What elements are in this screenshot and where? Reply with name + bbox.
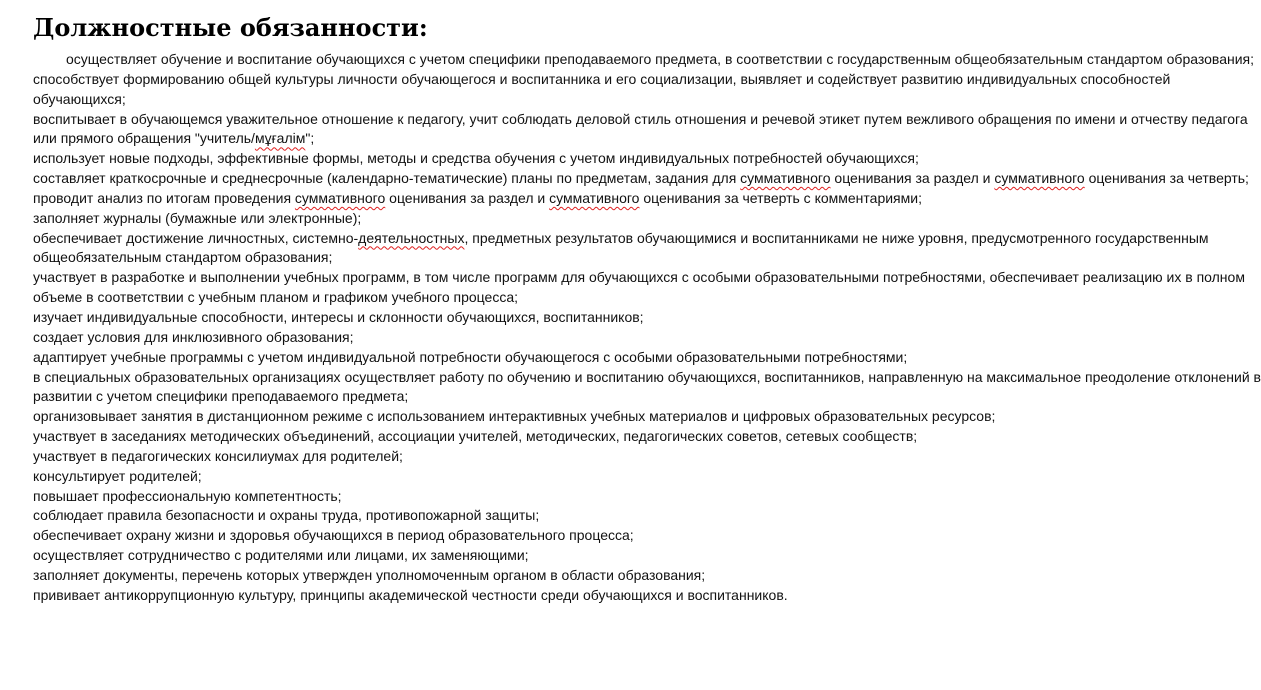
duty-item — [33, 70, 1261, 110]
duty-item — [33, 50, 1261, 70]
duty-text: оценивания за четверть; — [1084, 170, 1249, 187]
spellcheck-flagged-word: суммативного — [294, 189, 386, 206]
duty-text: "; — [305, 130, 315, 147]
duty-text: участвует в разработке и выполнении учебных программ, в том числе программ для обучающихся с особыми образовательными потребностями, обеспечивает реализацию их в полном объеме в соответствии с учебным планом и графиком учебного процесса; — [33, 269, 1245, 306]
duty-text: проводит анализ по итогам проведения — [33, 189, 295, 206]
duty-item — [33, 169, 1261, 189]
duty-text: оценивания за раздел и — [385, 189, 550, 206]
duty-text: осуществляет обучение и воспитание обучающихся с учетом специфики преподаваемого предмета, в соответствии с государственным общеобязательным стандартом образования; — [66, 51, 1255, 67]
duty-text: оценивания за четверть с комментариями; — [639, 189, 922, 206]
duty-text: , предметных результатов обучающимися и воспитанниками не ниже уровня, предусмотренного государственным общеобязательным стандартом образования; — [33, 229, 1209, 266]
duty-text: соблюдает правила безопасности и охраны труда, противопожарной защиты; — [33, 507, 540, 524]
spellcheck-flagged-word: деятельностных — [358, 229, 465, 246]
duties-list — [33, 50, 1261, 606]
duty-text: обеспечивает охрану жизни и здоровья обучающихся в период образовательного процесса; — [33, 527, 634, 544]
duty-item — [33, 506, 1261, 526]
duty-item — [33, 189, 1261, 209]
duty-text: способствует формированию общей культуры личности обучающегося и воспитанника и его социализации, выявляет и содействует развитию индивидуальных способностей обучающихся; — [33, 70, 1171, 107]
duty-text: изучает индивидуальные способности, интересы и склонности обучающихся, воспитанников; — [33, 308, 644, 325]
duty-item — [33, 586, 1261, 606]
duty-text: оценивания за раздел и — [830, 170, 995, 187]
duty-item — [33, 229, 1261, 269]
duty-text: создает условия для инклюзивного образования; — [33, 328, 354, 345]
spellcheck-flagged-word: суммативного — [994, 170, 1085, 187]
duty-text: адаптирует учебные программы с учетом индивидуальной потребности обучающегося с особыми образовательными потребностями; — [33, 348, 908, 365]
duty-text: использует новые подходы, эффективные формы, методы и средства обучения с учетом индивидуальных потребностей обучающихся; — [33, 150, 919, 167]
duty-item — [33, 368, 1261, 408]
duty-text: прививает антикоррупционную культуру, принципы академической честности среди обучающихся и воспитанников. — [33, 586, 788, 603]
duty-item — [33, 467, 1261, 487]
duty-item — [33, 348, 1261, 368]
duty-text: участвует в педагогических консилиумах для родителей; — [33, 447, 403, 464]
document-body — [33, 10, 1261, 606]
duty-text: консультирует родителей; — [33, 467, 202, 484]
duty-text: в специальных образовательных организациях осуществляет работу по обучению и воспитанию обучающихся, воспитанников, направленную на максимальное преодоление отклонений в развитии с учетом специфики преподаваемого предмета; — [33, 368, 1261, 405]
spellcheck-flagged-word: суммативного — [549, 189, 640, 206]
duty-item — [33, 487, 1261, 507]
spellcheck-flagged-word: мұғалім — [254, 130, 306, 147]
duty-item — [33, 110, 1261, 150]
duty-item — [33, 427, 1261, 447]
duty-text: заполняет документы, перечень которых утвержден уполномоченным органом в области образования; — [33, 566, 706, 583]
duty-text: воспитывает в обучающемся уважительное отношение к педагогу, учит соблюдать деловой стиль отношения и речевой этикет путем вежливого обращения по имени и отчеству педагога или прямого обращения "учитель/ — [33, 110, 1248, 147]
page-title: Должностные обязанности: — [33, 13, 428, 42]
duty-item — [33, 546, 1261, 566]
duty-item — [33, 447, 1261, 467]
duty-text: повышает профессиональную компетентность; — [33, 487, 342, 504]
spellcheck-flagged-word: суммативного — [740, 170, 831, 187]
duty-item — [33, 328, 1261, 348]
duty-item — [33, 566, 1261, 586]
duty-item — [33, 209, 1261, 229]
duty-text: организовывает занятия в дистанционном режиме с использованием интерактивных учебных материалов и цифровых образовательных ресурсов; — [33, 408, 996, 425]
duty-item — [33, 526, 1261, 546]
duty-text: участвует в заседаниях методических объединений, ассоциации учителей, методических, педагогических советов, сетевых сообществ; — [33, 428, 918, 445]
duty-item — [33, 407, 1261, 427]
duty-item — [33, 308, 1261, 328]
duty-text: обеспечивает достижение личностных, системно- — [33, 229, 359, 246]
duty-item — [33, 268, 1261, 308]
duty-text: заполняет журналы (бумажные или электронные); — [33, 209, 362, 226]
duty-text: осуществляет сотрудничество с родителями или лицами, их заменяющими; — [33, 547, 529, 564]
duty-text: составляет краткосрочные и среднесрочные (календарно-тематические) планы по предметам, задания для — [33, 170, 741, 187]
duty-item — [33, 149, 1261, 169]
